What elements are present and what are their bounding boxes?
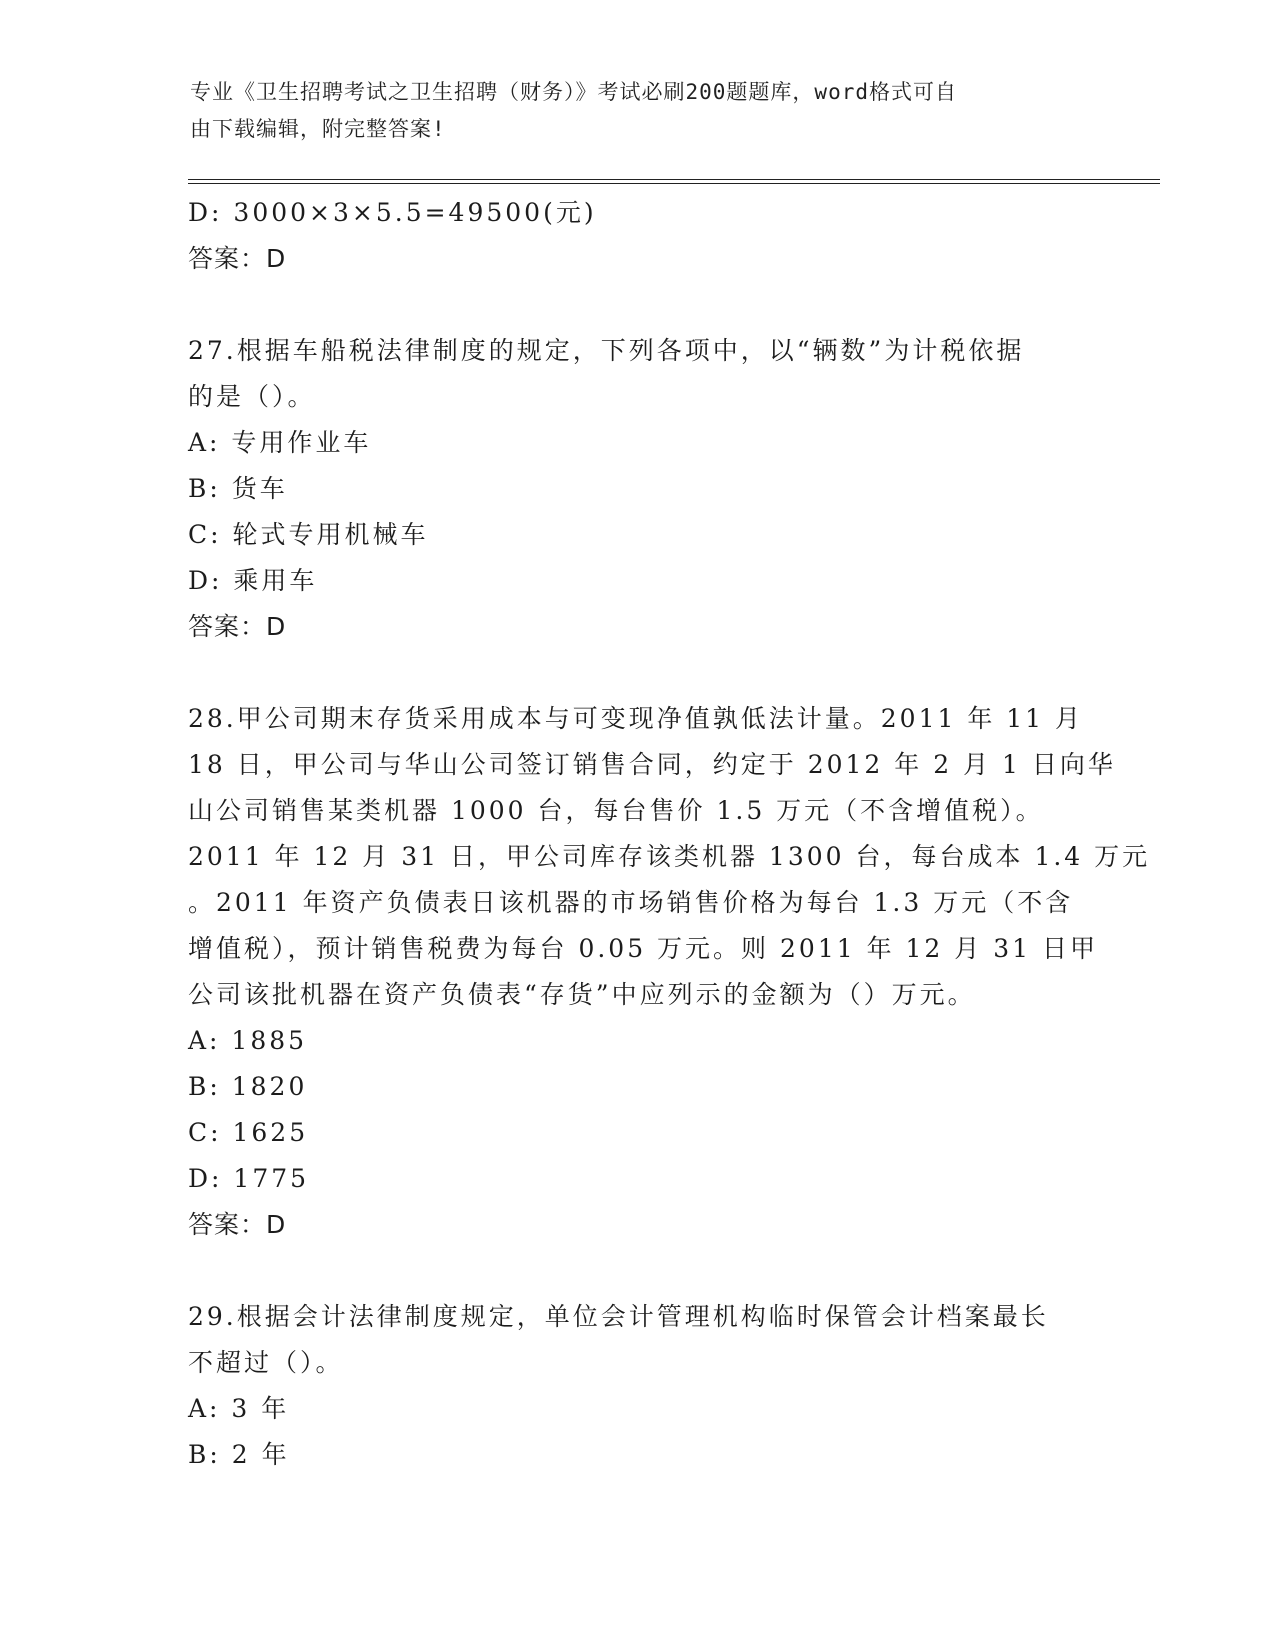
question-29-option-a: A: 3 年 [188,1394,290,1423]
question-28-option-d: D: 1775 [188,1164,310,1193]
question-28-stem-line-3: 山公司销售某类机器 1000 台，每台售价 1.5 万元（不含增值税）。 [188,796,1044,825]
question-27-stem-line-2: 的是（）。 [188,382,316,411]
question-28-stem-line-7: 公司该批机器在资产负债表“存货”中应列示的金额为（）万元。 [188,980,976,1009]
header-line-1: 专业《卫生招聘考试之卫生招聘（财务）》考试必刷200题题库，word格式可自 [190,80,957,104]
prev-question-answer: 答案：D [188,244,287,273]
spacer [188,1248,1088,1294]
prev-question-option-d: D: 3000×3×5.5=49500(元) [188,198,597,227]
question-27-option-c: C: 轮式专用机械车 [188,520,429,549]
header-divider-top [188,179,1160,180]
question-28-stem-line-6: 增值税），预计销售税费为每台 0.05 万元。则 2011 年 12 月 31 日甲 [188,934,1098,963]
spacer [188,650,1088,696]
question-27-option-b: B: 货车 [188,474,288,503]
question-28-option-a: A: 1885 [188,1026,308,1055]
question-27-stem-line-1: 27.根据车船税法律制度的规定，下列各项中，以“辆数”为计税依据 [188,336,1025,365]
question-27 [188,328,1088,650]
question-28-answer: 答案：D [188,1210,287,1239]
document-header [190,74,1090,148]
question-29-stem-line-1: 29.根据会计法律制度规定，单位会计管理机构临时保管会计档案最长 [188,1302,1049,1331]
document-body [188,190,1151,1478]
question-27-option-a: A: 专用作业车 [188,428,372,457]
spacer [188,282,1088,328]
question-29 [188,1294,1088,1478]
question-28-option-b: B: 1820 [188,1072,308,1101]
question-28-stem-line-2: 18 日，甲公司与华山公司签订销售合同，约定于 2012 年 2 月 1 日向华 [188,750,1116,779]
question-27-option-d: D: 乘用车 [188,566,318,595]
question-29-option-b: B: 2 年 [188,1440,290,1469]
question-29-stem-line-2: 不超过（）。 [188,1348,344,1377]
header-divider-bottom [188,183,1160,184]
header-line-2: 由下载编辑，附完整答案! [190,117,446,141]
question-28-stem-line-4: 2011 年 12 月 31 日，甲公司库存该类机器 1300 台，每台成本 1.4 万元 [188,842,1151,871]
question-28-option-c: C: 1625 [188,1118,309,1147]
question-27-answer: 答案：D [188,612,287,641]
question-28-stem-line-1: 28.甲公司期末存货采用成本与可变现净值孰低法计量。2011 年 11 月 [188,704,1084,733]
question-28-stem-line-5: 。2011 年资产负债表日该机器的市场销售价格为每台 1.3 万元（不含 [188,888,1074,917]
question-28 [188,696,1151,1248]
